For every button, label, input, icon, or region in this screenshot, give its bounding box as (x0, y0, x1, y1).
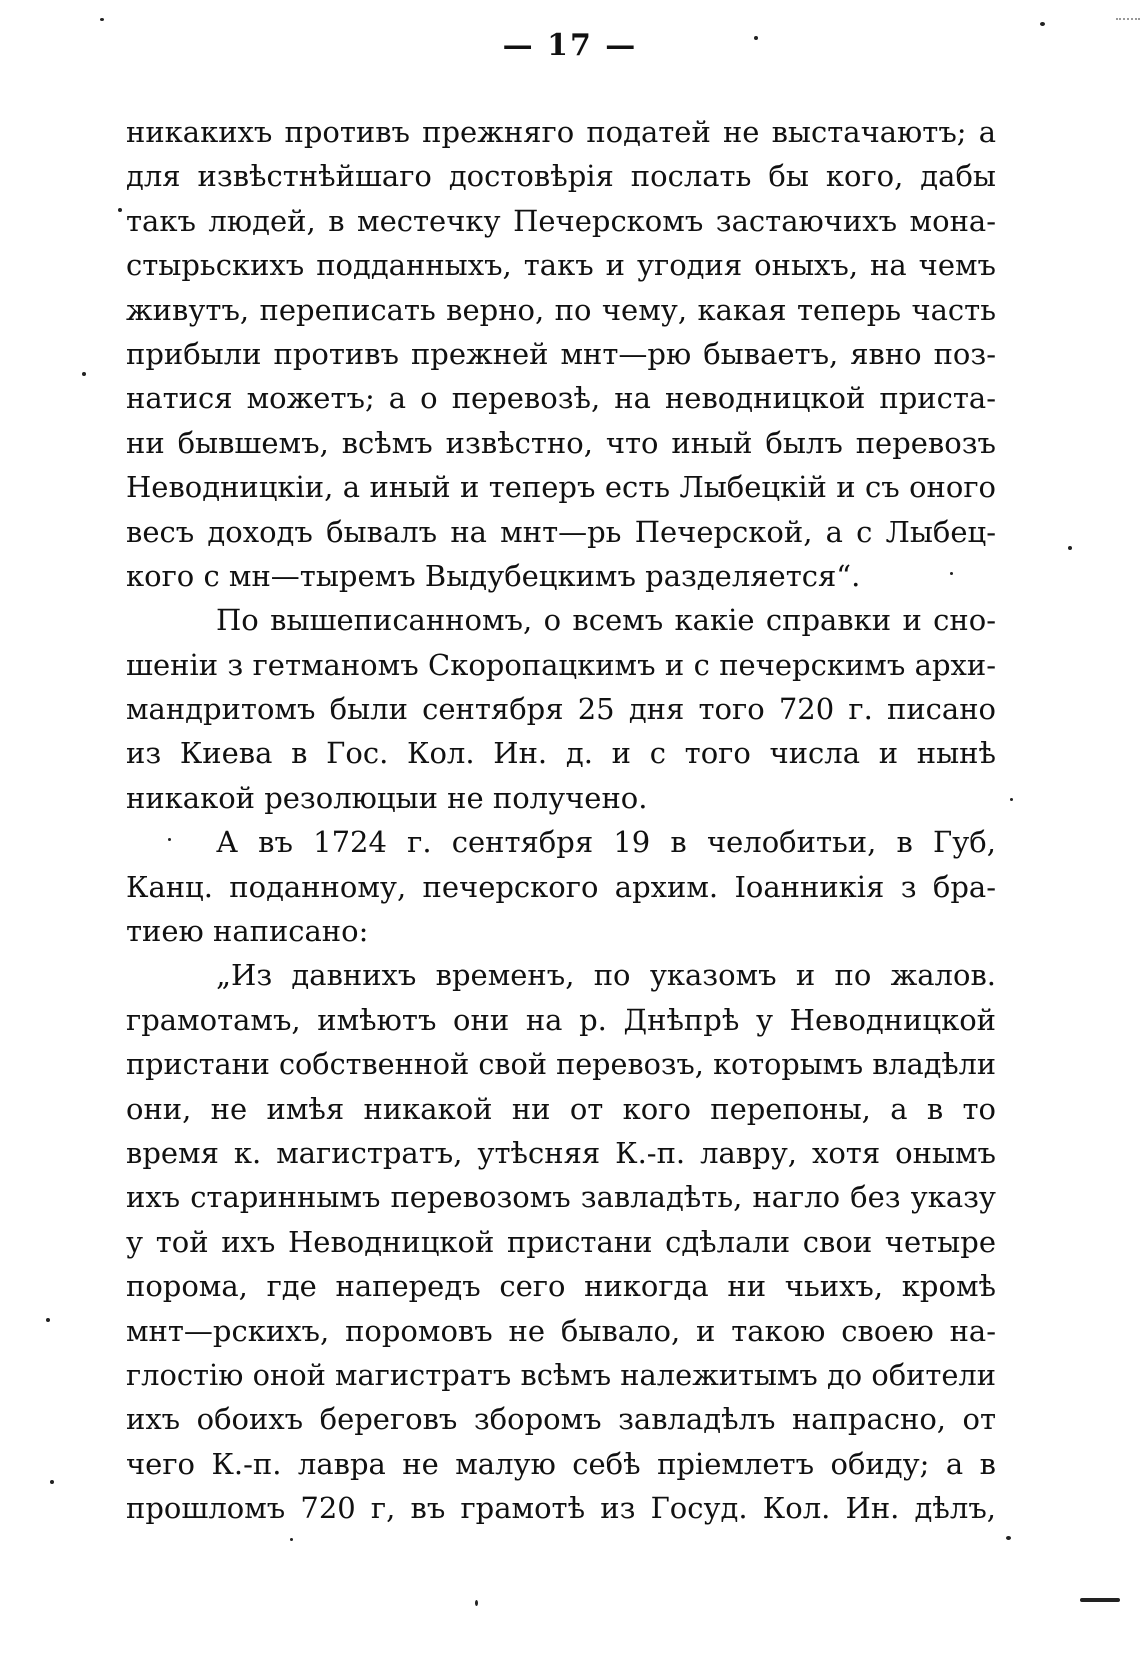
text-line: шеніи з гетманомъ Скоропацкимъ и с печерскимъ архи- (126, 647, 996, 682)
text-line: По вышеписанномъ, о всемъ какіе справки и сно- (216, 603, 996, 638)
text-line: прибыли противъ прежней мнт—рю бываетъ, явно поз- (126, 336, 996, 371)
text-line: такъ людей, в местечку Печерскомъ застаючихъ мона- (126, 203, 996, 238)
text-line: Неводницкіи, а иный и теперъ есть Лыбецкій и съ оного (126, 470, 996, 505)
text-line: никакой резолюцыи не получено. (126, 780, 648, 815)
text-line: из Киева в Гос. Кол. Ин. д. и с того числа и нынѣ (126, 736, 996, 771)
text-line: прошломъ 720 г, въ грамотѣ из Госуд. Кол. Ин. дѣлъ, (126, 1491, 996, 1526)
text-line: порома, где напередъ сего никогда ни чьихъ, кромѣ (126, 1269, 996, 1304)
scan-speck (46, 1318, 50, 1322)
text-line: ихъ стариннымъ перевозомъ завладѣть, нагло без указу (126, 1180, 996, 1215)
text-line: тиею написано: (126, 914, 369, 949)
scan-speck (290, 1538, 293, 1541)
text-line: А въ 1724 г. сентября 19 в челобитьи, в Губ, (216, 825, 996, 860)
text-line: кого с мн—тыремъ Выдубецкимъ разделяется“. (126, 558, 861, 593)
text-line: стырьскихъ подданныхъ, такъ и угодия оныхъ, на чемъ (126, 248, 996, 283)
text-line: они, не имѣя никакой ни от кого перепоны, а в то (126, 1091, 996, 1126)
scan-speck (754, 36, 758, 40)
scan-speck (50, 1480, 54, 1484)
scan-speck (168, 838, 171, 841)
text-line: живутъ, переписать верно, по чему, какая теперь часть (126, 292, 996, 327)
scan-speck (1068, 546, 1072, 550)
text-line: для извѣстнѣйшаго достовѣрія послать бы кого, дабы (126, 159, 996, 194)
text-line: ни бывшемъ, всѣмъ извѣстно, что иный былъ перевозъ (126, 425, 996, 460)
body-text (126, 110, 996, 1531)
text-line: ихъ обоихъ береговъ зборомъ завладѣлъ напрасно, от (126, 1402, 996, 1437)
scan-speck (118, 208, 122, 212)
scan-dash-mark (1080, 1598, 1120, 1602)
text-line: у той ихъ Неводницкой пристани сдѣлали свои четыре (126, 1224, 996, 1259)
text-line: время к. магистратъ, утѣсняя К.-п. лавру, хотя онымъ (126, 1135, 996, 1170)
text-line: натися можетъ; а о перевозѣ, на неводницкой приста- (126, 381, 996, 416)
scan-speck (475, 1600, 478, 1606)
scan-speck (950, 572, 953, 575)
text-line: никакихъ противъ прежняго податей не выстачаютъ; а (126, 115, 996, 149)
text-line: чего К.-п. лавра не малую себѣ пріемлетъ обиду; а в (126, 1446, 996, 1481)
text-line: весъ доходъ бывалъ на мнт—рь Печерской, а с Лыбец- (126, 514, 996, 549)
text-line: глостію оной магистратъ всѣмъ належитымъ до обители (126, 1357, 996, 1392)
text-line: „Из давнихъ временъ, по указомъ и по жалов. (216, 958, 996, 993)
scan-speck (100, 18, 104, 21)
scan-speck (1040, 22, 1045, 26)
scan-speck (1006, 1536, 1011, 1540)
text-line: пристани собственной свой перевозъ, которымъ владѣли (126, 1047, 996, 1082)
corner-mark (1116, 0, 1140, 20)
text-line: грамотамъ, имѣютъ они на р. Днѣпрѣ у Неводницкой (126, 1002, 996, 1037)
scan-speck (82, 372, 86, 376)
text-line: мандритомъ были сентября 25 дня того 720 г. писано (126, 692, 996, 727)
scan-speck (1010, 798, 1013, 801)
text-line: мнт—рскихъ, поромовъ не бывало, и такою своею на- (126, 1313, 996, 1348)
page-number: — 17 — (502, 28, 638, 63)
text-line: Канц. поданному, печерского архим. Іоанникія з бра- (126, 869, 996, 904)
